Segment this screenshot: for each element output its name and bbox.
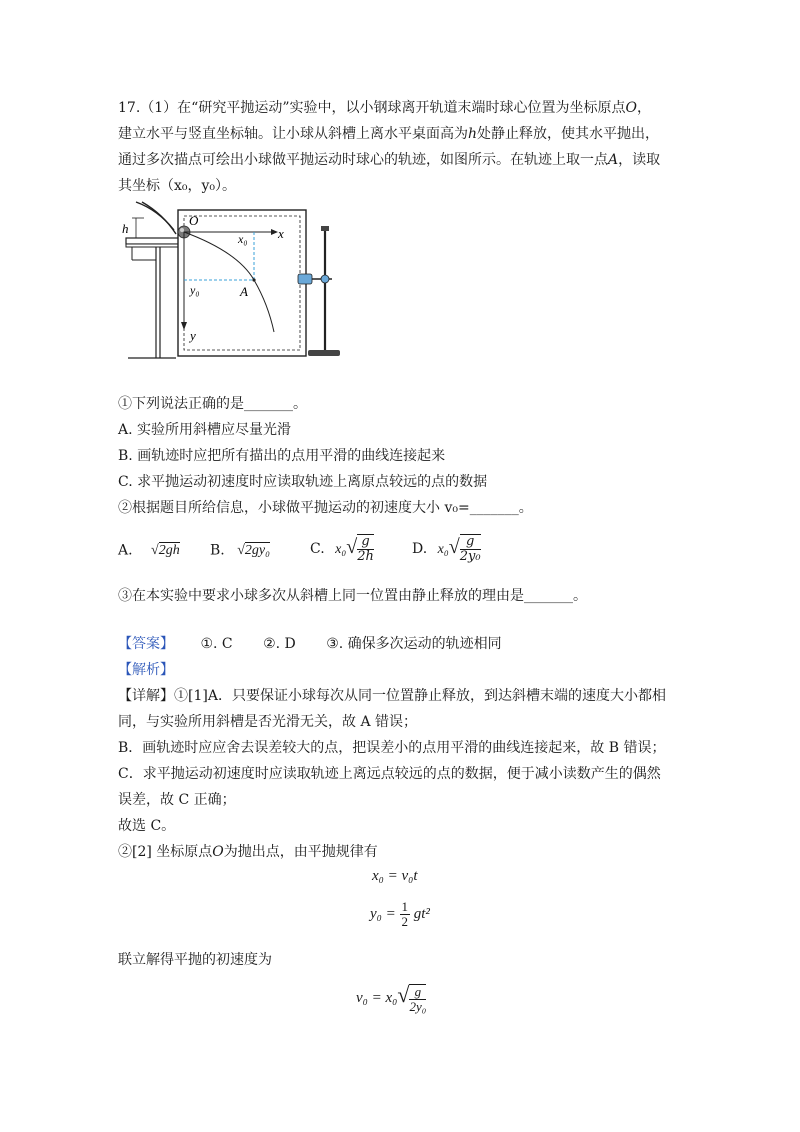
incline-track bbox=[136, 202, 174, 230]
label-y-axis: y bbox=[190, 328, 196, 343]
label-x0: x₀ bbox=[238, 232, 248, 246]
answer-line bbox=[118, 634, 502, 654]
frac-one-half: $\frac{1}{2}$ bbox=[401, 899, 408, 929]
question-text: ，读取 bbox=[618, 152, 661, 168]
equation-y0: y₀ = $\frac{1}{2}$ gt² bbox=[370, 899, 430, 929]
label-A: A bbox=[240, 284, 248, 299]
question-text: 建立水平与竖直坐标轴。让小球从斜槽上离水平桌面高为 bbox=[118, 126, 468, 142]
analysis-line-3: B．画轨迹时应应舍去误差较大的点，把误差小的点用平滑的曲线连接起来，故 B 错误； bbox=[118, 740, 666, 756]
var-A: A bbox=[608, 152, 619, 168]
choice-d-label: D. bbox=[412, 541, 428, 557]
analysis-line-1: 【详解】①[1]A．只要保证小球每次从同一位置静止释放，到达斜槽末端的速度大小都相 bbox=[118, 688, 666, 704]
part2-stem: ②根据题目所给信息，小球做平抛运动的初速度大小 v₀=_______。 bbox=[118, 500, 533, 516]
choice-d: D. x₀√ $\frac{g}{\text{2y₀}}$ bbox=[412, 534, 481, 564]
analysis-line-6: 故选 C。 bbox=[118, 818, 176, 834]
choice-a-label: A. bbox=[118, 542, 133, 559]
analysis-line-5: 误差，故 C 正确； bbox=[118, 792, 236, 808]
frac-g-2h: $\frac{g}{2h}$ bbox=[357, 534, 374, 564]
answer-3: ③. 确保多次运动的轨迹相同 bbox=[326, 636, 502, 652]
choice-c-label: C. bbox=[310, 541, 325, 557]
question-text: 17.（1）在“研究平抛运动”实验中，以小钢球离开轨道末端时球心位置为坐标原点 bbox=[118, 100, 626, 116]
question-line-4 bbox=[118, 176, 236, 196]
part3-stem: ③在本实验中要求小球多次从斜槽上同一位置由静止释放的理由是_______。 bbox=[118, 588, 587, 604]
question-text: 其坐标（x₀，y₀）。 bbox=[118, 178, 237, 194]
equation-v0: v₀ = x₀√ $\frac{g}{\text{2y₀}}$ bbox=[356, 982, 427, 1014]
answer-2: ②. D bbox=[263, 636, 296, 652]
choice-a bbox=[118, 540, 180, 561]
part1-option-c: C. 求平抛运动初速度时应读取轨迹上离原点较远的点的数据 bbox=[118, 474, 488, 490]
punct: ， bbox=[636, 100, 651, 116]
question-line-2 bbox=[118, 124, 659, 144]
choice-b-label: B. bbox=[210, 542, 225, 559]
frac-g-2y0-result: $\frac{g}{\text{2y₀}}$ bbox=[409, 983, 427, 1014]
clamp bbox=[298, 274, 312, 284]
analysis-line-4: C．求平抛运动初速度时应读取轨迹上离远点较远的点的数据，便于减小读数产生的偶然 bbox=[118, 766, 661, 782]
label-y0: y₀ bbox=[190, 283, 200, 297]
analysis-line-7: ②[2] 坐标原点O为抛出点，由平抛规律有 bbox=[118, 844, 378, 860]
stand-base bbox=[308, 350, 340, 356]
sqrt-2gy0: √2gy₀ bbox=[237, 543, 270, 558]
label-x-axis: x bbox=[278, 226, 284, 241]
label-h: h bbox=[122, 221, 129, 236]
part1-option-b: B. 画轨迹时应把所有描出的点用平滑的曲线连接起来 bbox=[118, 448, 446, 464]
analysis-tag-line bbox=[118, 660, 174, 680]
part1-stem: ①下列说法正确的是_______。 bbox=[118, 396, 307, 412]
choice-c: C. x₀√ $\frac{g}{2h}$ bbox=[310, 534, 374, 564]
analysis-line-2: 同，与实验所用斜槽是否光滑无关，故 A 错误； bbox=[118, 714, 418, 730]
analysis-line-8: 联立解得平抛的初速度为 bbox=[118, 952, 272, 968]
question-text: 通过多次描点可绘出小球做平抛运动时球心的轨迹，如图所示。在轨迹上取一点 bbox=[118, 152, 608, 168]
var-O: O bbox=[625, 100, 637, 116]
question-text: 处静止释放，使其水平抛出， bbox=[477, 126, 660, 142]
var-h: h bbox=[468, 126, 478, 142]
equation-x0: x₀ = v₀t bbox=[372, 868, 418, 884]
sqrt-2gh: √2gh bbox=[151, 543, 180, 558]
question-line-1 bbox=[118, 98, 651, 118]
choice-b bbox=[210, 540, 270, 561]
var-O: O bbox=[212, 844, 224, 860]
answer-tag: 【答案】 bbox=[118, 636, 174, 652]
detail-tag: 【详解】 bbox=[118, 688, 174, 704]
experiment-figure bbox=[118, 200, 358, 365]
answer-1: ①. C bbox=[200, 636, 233, 652]
question-line-3 bbox=[118, 150, 660, 170]
table-top bbox=[126, 238, 184, 244]
label-origin: O bbox=[189, 213, 199, 228]
frac-g-2y0: $\frac{g}{\text{2y₀}}$ bbox=[459, 534, 481, 564]
part1-option-a: A. 实验所用斜槽应尽量光滑 bbox=[118, 422, 292, 438]
analysis-tag: 【解析】 bbox=[118, 662, 174, 678]
